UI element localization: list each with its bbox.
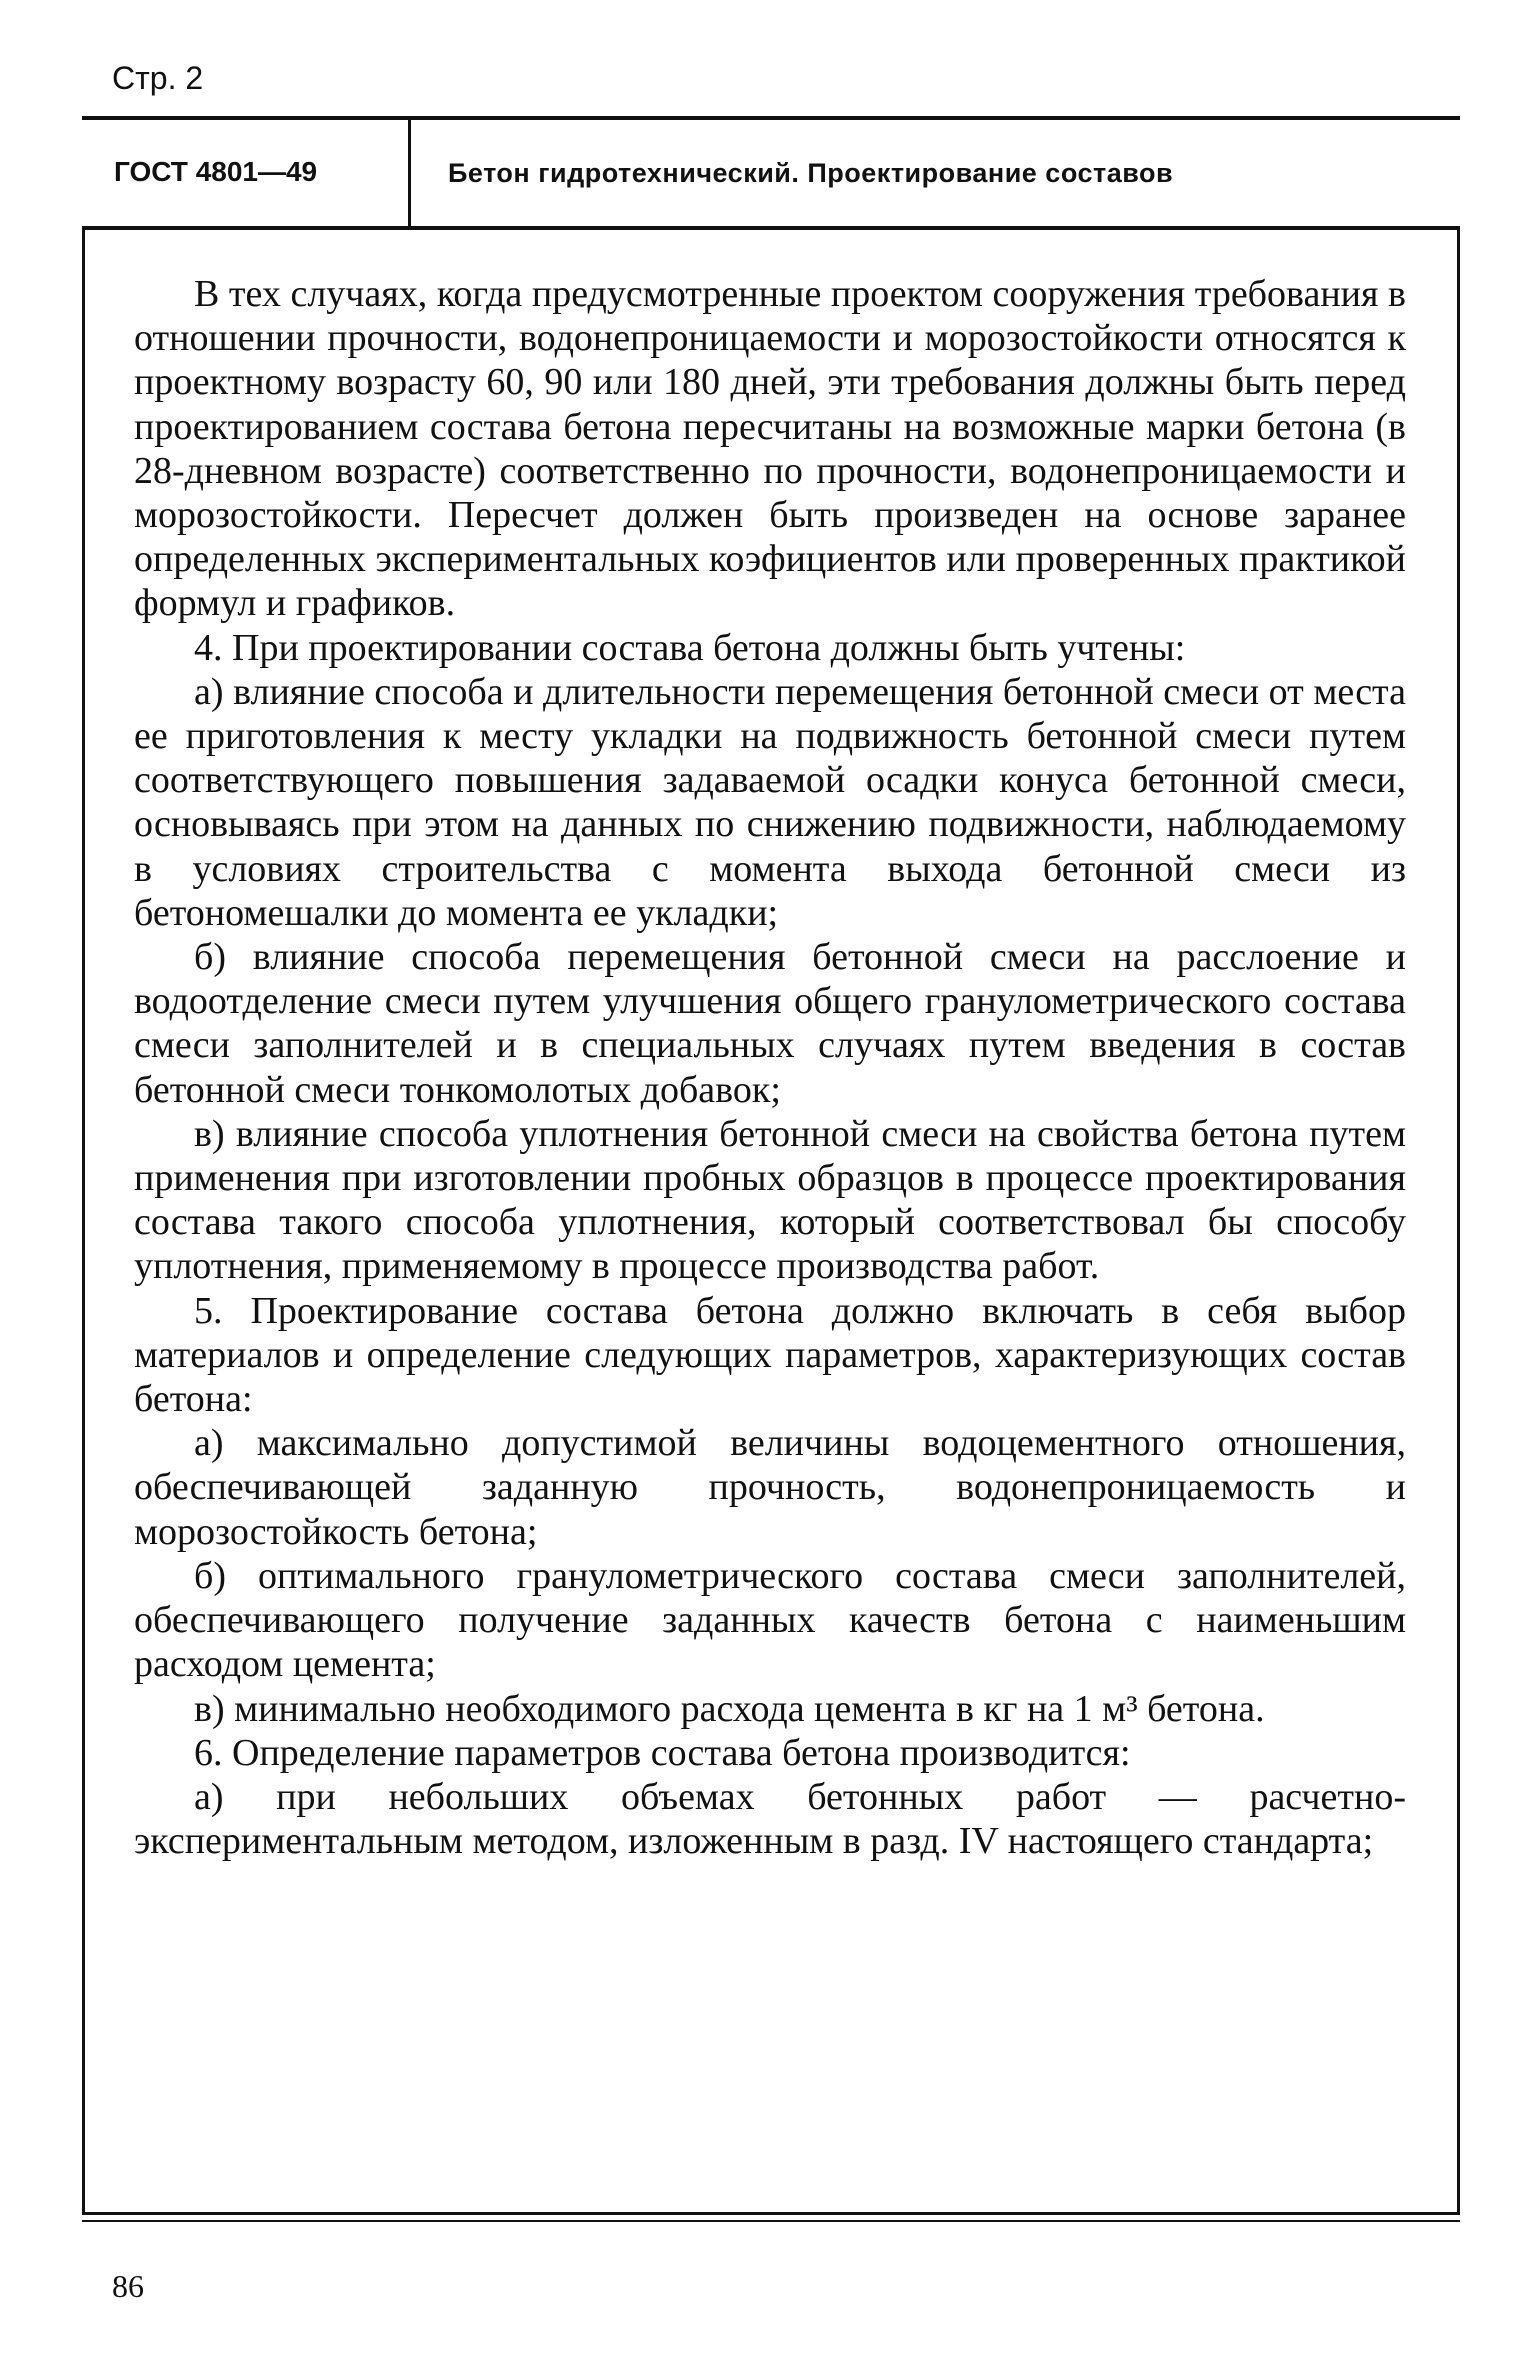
paragraph: а) максимально допустимой величины водоцементного отношения, обеспечивающей заданную прочность, водонепроницаемость и морозостойкость бетона; [134, 1422, 1406, 1553]
paragraph: а) влияние способа и длительности перемещения бетонной смеси от места ее приготовления к месту укладки на подвижность бетонной смеси путем соответствующего повышения задаваемой осадки конуса бетонной смеси, основываясь при этом на данных по снижению подвижности, наблюдаемому в условиях строительства с момента выхода бетонной смеси из бетономешалки до момента ее укладки; [134, 670, 1406, 934]
paragraph: 6. Определение параметров состава бетона производится: [194, 1731, 1131, 1774]
paragraph: а) при небольших объемах бетонных работ — расчетно-экспериментальным методом, изложенным в разд. IV настоящего стандарта; [134, 1775, 1406, 1863]
paragraph: б) оптимального гранулометрического состава смеси заполнителей, обеспечивающего получение заданных качеств бетона с наименьшим расходом цемента; [134, 1554, 1406, 1686]
bottom-rule [82, 2212, 1460, 2215]
paragraph: в) влияние способа уплотнения бетонной смеси на свойства бетона путем применения при изготовлении пробных образцов в процессе проектирования состава такого способа уплотнения, который соответствовал бы способу уплотнения, применяемому в процессе производства работ. [134, 1112, 1406, 1288]
paragraph: 5. Проектирование состава бетона должно включать в себя выбор материалов и определение следующих параметров, характеризующих состав бетона: [134, 1289, 1406, 1421]
standard-code: ГОСТ 4801—49 [114, 156, 318, 187]
paragraph: 4. При проектировании состава бетона должны быть учтены: [194, 626, 1186, 669]
paragraph: В тех случаях, когда предусмотренные проектом сооружения требования в отношении прочности, водонепроницаемости и морозостойкости относятся к проектному возрасту 60, 90 или 180 дней, эти требования должны быть перед проектированием состава бетона пересчитаны на возможные марки бетона (в 28-дневном возрасте) соответственно по прочности, водонепроницаемости и морозостойкости. Пересчет должен быть произведен на основе заранее определенных экспериментальных коэфициентов или проверенных практикой формул и графиков. [134, 273, 1406, 625]
page-number: 86 [112, 2268, 144, 2304]
paragraph: в) минимально необходимого расхода цемента в кг на 1 м³ бетона. [194, 1687, 1265, 1730]
bottom-rule-secondary [82, 2220, 1460, 2222]
page-label: Стр. 2 [112, 60, 204, 96]
body-text [134, 272, 1406, 1863]
paragraph: б) влияние способа перемещения бетонной смеси на расслоение и водоотделение смеси путем улучшения общего гранулометрического состава смеси заполнителей и в специальных случаях путем введения в состав бетонной смеси тонкомолотых добавок; [134, 936, 1406, 1111]
standard-header [82, 116, 1460, 230]
header-divider [408, 120, 411, 228]
standard-title: Бетон гидротехнический. Проектирование составов [448, 158, 1174, 188]
